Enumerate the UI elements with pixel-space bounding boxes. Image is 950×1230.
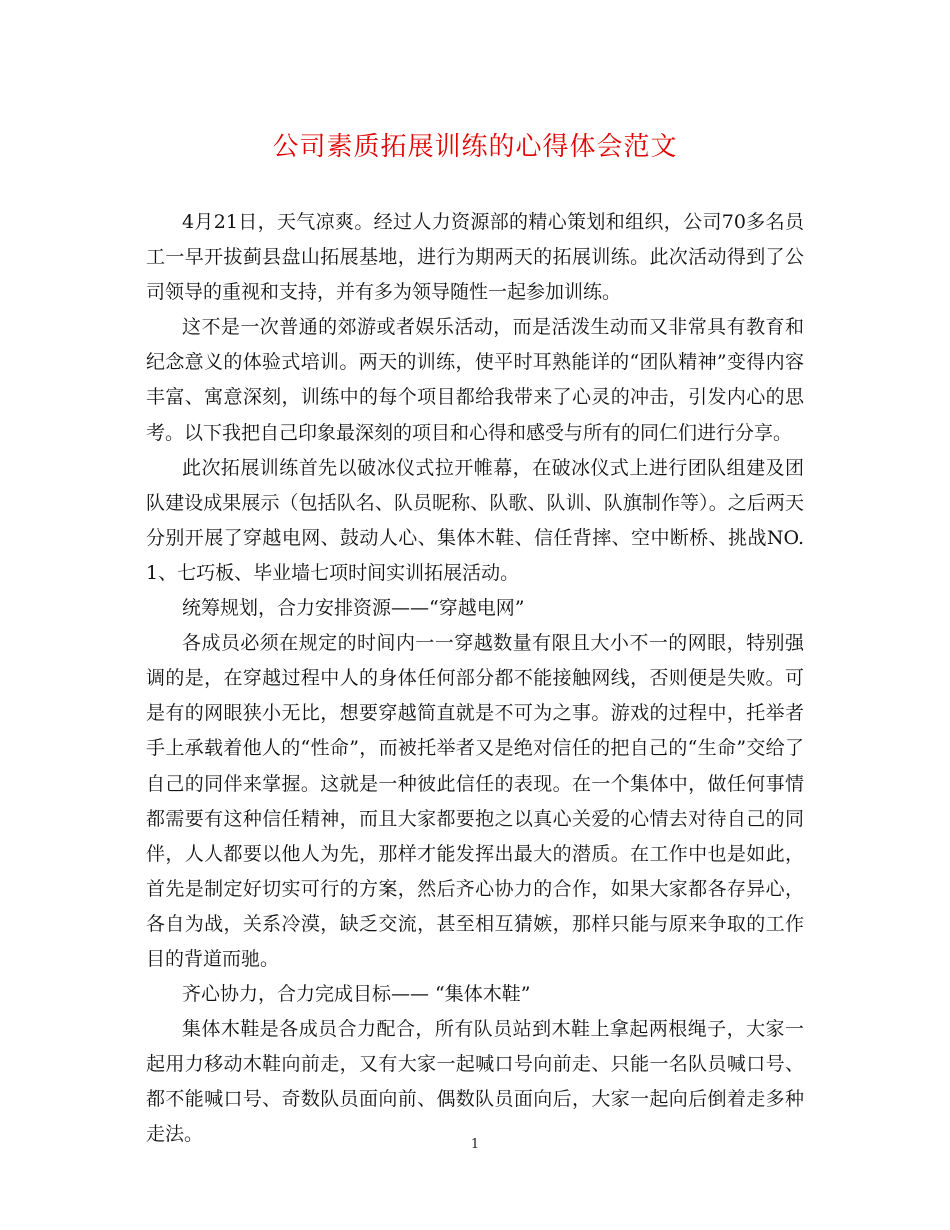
document-title: 公司素质拓展训练的心得体会范文 [272,132,678,162]
paragraph-training-purpose: 这不是一次普通的郊游或者娱乐活动，而是活泼生动而又非常具有教育和纪念意义的体验式培训。两天的训练，使平时耳熟能详的“团队精神”变得内容丰富、寓意深刻，训练中的每个项目都给我带来了心灵的冲击，引发内心的思考。以下我把自己印象最深刻的项目和心得和感受与所有的同仁们进行分享。 [146,316,804,444]
section-heading-wooden-shoes: 齐心协力，合力完成目标—— “集体木鞋” [182,983,531,1006]
page-number: 1 [470,1137,480,1152]
paragraph-activity-overview: 此次拓展训练首先以破冰仪式拉开帷幕，在破冰仪式上进行团队组建及团队建设成果展示（包括队名、队员昵称、队歌、队训、队旗制作等）。之后两天分别开展了穿越电网、鼓动人心、集体木鞋、信任背摔、空中断桥、挑战NO.1、七巧板、毕业墙七项时间实训拓展活动。 [146,456,804,584]
section-heading-electric-net: 统筹规划，合力安排资源——“穿越电网” [182,597,525,620]
paragraph-electric-net: 各成员必须在规定的时间内一一穿越数量有限且大小不一的网眼，特别强调的是，在穿越过程中人的身体任何部分都不能接触网线，否则便是失败。可是有的网眼狭小无比，想要穿越简直就是不可为之事。游戏的过程中，托举者手上承载着他人的“性命”，而被托举者又是绝对信任的把自己的“生命”交给了自己的同伴来掌握。这就是一种彼此信任的表现。在一个集体中，做任何事情都需要有这种信任精神，而且大家都要抱之以真心关爱的心情去对待自己的同伴，人人都要以他人为先，那样才能发挥出最大的潜质。在工作中也是如此，首先是制定好切实可行的方案，然后齐心协力的合作，如果大家都各存异心，各自为战，关系冷漠，缺乏交流，甚至相互猜嫉，那样只能与原来争取的工作目的背道而驰。 [146,632,804,970]
paragraph-intro: 4月21日，天气凉爽。经过人力资源部的精心策划和组织，公司70多名员工一早开拔蓟县盘山拓展基地，进行为期两天的拓展训练。此次活动得到了公司领导的重视和支持，并有多为领导随性一起参加训练。 [146,211,804,304]
paragraph-wooden-shoes: 集体木鞋是各成员合力配合，所有队员站到木鞋上拿起两根绳子，大家一起用力移动木鞋向前走，又有大家一起喊口号向前走、只能一名队员喊口号、都不能喊口号、奇数队员面向前、偶数队员面向后，大家一起向后倒着走多种走法。 [146,1018,804,1146]
document-body [146,205,804,1153]
